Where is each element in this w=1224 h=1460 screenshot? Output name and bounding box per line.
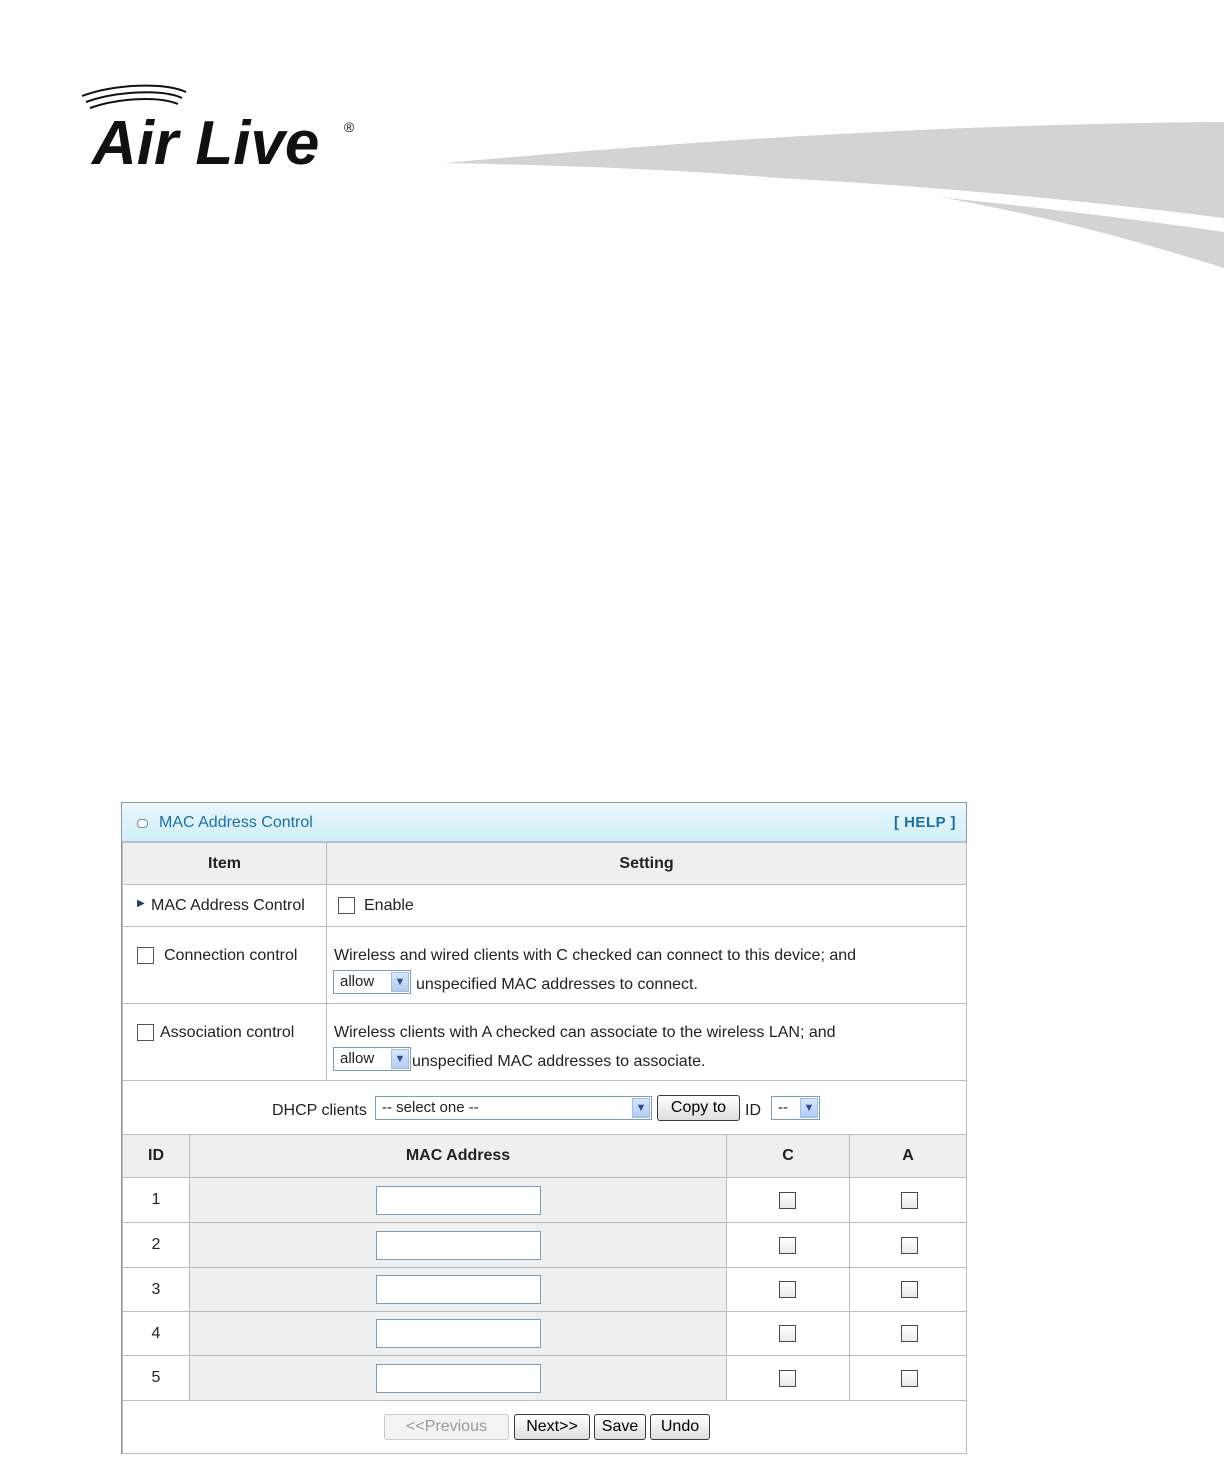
mac-address-input[interactable]: [376, 1319, 541, 1348]
association-control-checkbox[interactable]: [137, 1024, 154, 1041]
item-column-header: Item: [122, 842, 327, 885]
dhcp-clients-select[interactable]: [375, 1096, 652, 1120]
association-control-setting-cell: [326, 1003, 967, 1081]
connection-control-checkbox[interactable]: [137, 947, 154, 964]
airlive-logo: [74, 84, 364, 174]
a-cell: [849, 1355, 967, 1401]
a-cell: [849, 1311, 967, 1356]
a-column-header: A: [849, 1134, 967, 1178]
mac-control-setting-cell: [326, 884, 967, 927]
c-cell: [726, 1222, 850, 1268]
a-checkbox[interactable]: [901, 1325, 918, 1342]
mac-control-label: MAC Address Control: [151, 897, 305, 914]
logo-text: Air Live: [92, 109, 320, 174]
association-policy-select[interactable]: [333, 1047, 411, 1071]
connection-policy-select[interactable]: [333, 970, 411, 994]
association-control-item-cell: [122, 1003, 327, 1081]
mac-address-column-header: MAC Address: [189, 1134, 727, 1178]
connection-control-setting-cell: [326, 926, 967, 1004]
mac-address-input[interactable]: [376, 1186, 541, 1215]
mac-address-control-panel: [121, 802, 967, 1454]
dhcp-clients-label: DHCP clients: [272, 1102, 367, 1119]
svg-text:®: ®: [344, 119, 355, 135]
chevron-down-icon: ▼: [391, 972, 409, 992]
association-policy-value: allow: [340, 1050, 375, 1067]
association-control-text-line2: unspecified MAC addresses to associate.: [412, 1053, 706, 1070]
c-cell: [726, 1177, 850, 1223]
mac-control-item-cell: [122, 884, 327, 927]
c-checkbox[interactable]: [779, 1281, 796, 1298]
mac-address-input[interactable]: [376, 1275, 541, 1304]
c-checkbox[interactable]: [779, 1237, 796, 1254]
setting-column-header: Setting: [326, 842, 967, 885]
row-id: 3: [122, 1267, 190, 1312]
id-label: ID: [745, 1102, 761, 1119]
chevron-down-icon: ▼: [632, 1098, 650, 1118]
mac-address-cell: [189, 1222, 727, 1268]
row-id: 1: [122, 1177, 190, 1223]
connection-control-label: Connection control: [164, 947, 298, 964]
c-column-header: C: [726, 1134, 850, 1178]
a-checkbox[interactable]: [901, 1281, 918, 1298]
row-id: 2: [122, 1222, 190, 1268]
panel-title: MAC Address Control: [159, 814, 313, 831]
bullet-icon: [137, 819, 148, 828]
action-buttons-row: [122, 1400, 967, 1454]
a-cell: [849, 1267, 967, 1312]
connection-policy-value: allow: [340, 973, 375, 990]
triangle-right-icon: ▶: [137, 898, 145, 909]
next-button[interactable]: Next>>: [514, 1414, 590, 1440]
mac-address-cell: [189, 1355, 727, 1401]
c-checkbox[interactable]: [779, 1325, 796, 1342]
copy-to-button[interactable]: Copy to: [657, 1095, 740, 1121]
dhcp-clients-row: [122, 1080, 967, 1135]
previous-button[interactable]: <<Previous: [384, 1414, 509, 1440]
enable-checkbox[interactable]: [338, 897, 355, 914]
panel-title-bar: [122, 803, 966, 842]
chevron-down-icon: ▼: [391, 1049, 409, 1069]
mac-address-input[interactable]: [376, 1364, 541, 1393]
c-cell: [726, 1311, 850, 1356]
connection-control-item-cell: [122, 926, 327, 1004]
help-link[interactable]: [ HELP ]: [893, 814, 956, 831]
c-cell: [726, 1267, 850, 1312]
enable-label: Enable: [364, 897, 414, 914]
id-select-value: --: [778, 1099, 788, 1116]
c-checkbox[interactable]: [779, 1370, 796, 1387]
connection-control-text-line2: unspecified MAC addresses to connect.: [416, 976, 698, 993]
row-id: 5: [122, 1355, 190, 1401]
a-cell: [849, 1222, 967, 1268]
row-id: 4: [122, 1311, 190, 1356]
chevron-down-icon: ▼: [800, 1098, 818, 1118]
a-checkbox[interactable]: [901, 1370, 918, 1387]
association-control-text-line1: Wireless clients with A checked can associate to the wireless LAN; and: [334, 1024, 836, 1041]
mac-address-input[interactable]: [376, 1231, 541, 1260]
association-control-label: Association control: [160, 1024, 295, 1041]
mac-address-cell: [189, 1177, 727, 1223]
dhcp-clients-value: -- select one --: [382, 1099, 479, 1116]
a-checkbox[interactable]: [901, 1237, 918, 1254]
mac-address-cell: [189, 1267, 727, 1312]
connection-control-text-line1: Wireless and wired clients with C checked can connect to this device; and: [334, 947, 857, 964]
id-column-header: ID: [122, 1134, 190, 1178]
undo-button[interactable]: Undo: [650, 1414, 710, 1440]
id-select[interactable]: [771, 1096, 820, 1120]
c-cell: [726, 1355, 850, 1401]
a-cell: [849, 1177, 967, 1223]
save-button[interactable]: Save: [594, 1414, 646, 1440]
mac-address-cell: [189, 1311, 727, 1356]
c-checkbox[interactable]: [779, 1192, 796, 1209]
a-checkbox[interactable]: [901, 1192, 918, 1209]
